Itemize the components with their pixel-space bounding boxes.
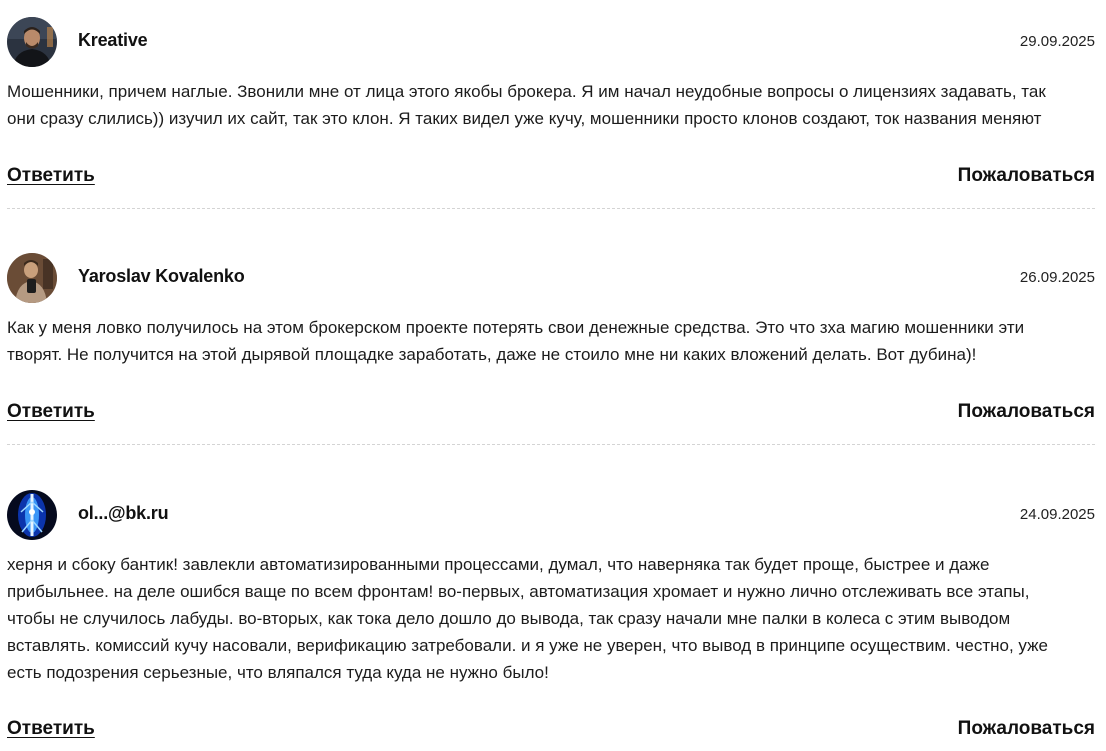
comment-text-line: Как у меня ловко получилось на этом брокерском проекте потерять свои денежные средства. Это что зха магию мошенники эти [7, 318, 1025, 337]
comment-text-line: есть подозрения серьезные, что вляпался туда куда не нужно было! [7, 663, 549, 682]
comment-text [7, 551, 1097, 686]
reply-link[interactable]: Ответить [7, 401, 95, 422]
comment-date: 29.09.2025 [1019, 33, 1095, 50]
comment-date: 24.09.2025 [1019, 506, 1095, 523]
user-photo-icon [7, 17, 57, 67]
comment-text-line: прибыльнее. на деле ошибся ваще по всем фронтам! во-первых, автоматизация хромает и нужно лично отслеживать все этапы, [7, 582, 1030, 601]
comment-text-line: чтобы не случилось лабуды. во-вторых, как тока дело дошло до вывода, так сразу начали мне палки в колеса с этим выводом [7, 609, 1011, 628]
comment-text-line: херня и сбоку бантик! завлекли автоматизированными процессами, думал, что наверняка так будет проще, быстрее и даже [7, 555, 990, 574]
user-photo-icon [7, 490, 57, 540]
avatar[interactable] [7, 253, 57, 303]
complain-link[interactable]: Пожаловаться [957, 718, 1095, 739]
reply-link[interactable]: Ответить [7, 165, 95, 186]
comment-date: 26.09.2025 [1019, 269, 1095, 286]
comment-text-line: они сразу слились)) изучил их сайт, так это клон. Я таких видел уже кучу, мошенники просто клонов создают, ток названия меняют [7, 109, 1042, 128]
comment-text [7, 78, 1097, 132]
divider [7, 444, 1095, 445]
comment-text-line: Мошенники, причем наглые. Звонили мне от лица этого якобы брокера. Я им начал неудобные вопросы о лицензиях задавать, так [7, 82, 1046, 101]
complain-link[interactable]: Пожаловаться [957, 165, 1095, 186]
user-photo-icon [7, 253, 57, 303]
comment-text-line: творят. Не получится на этой дырявой площадке заработать, даже не стоило мне ни каких вложений делать. Вот дубина)! [7, 345, 977, 364]
comment-author: Yaroslav Kovalenko [78, 266, 245, 286]
comment-text-line: вставлять. комиссий кучу насовали, верификацию затребовали. и я уже не уверен, что вывод в принципе осуществим. честно, уже [7, 636, 1048, 655]
avatar[interactable] [7, 490, 57, 540]
reply-link[interactable]: Ответить [7, 718, 95, 739]
divider [7, 208, 1095, 209]
comment-author: Kreative [78, 30, 148, 50]
avatar[interactable] [7, 17, 57, 67]
complain-link[interactable]: Пожаловаться [957, 401, 1095, 422]
comment-author: ol...@bk.ru [78, 503, 169, 523]
comment-text [7, 314, 1097, 368]
